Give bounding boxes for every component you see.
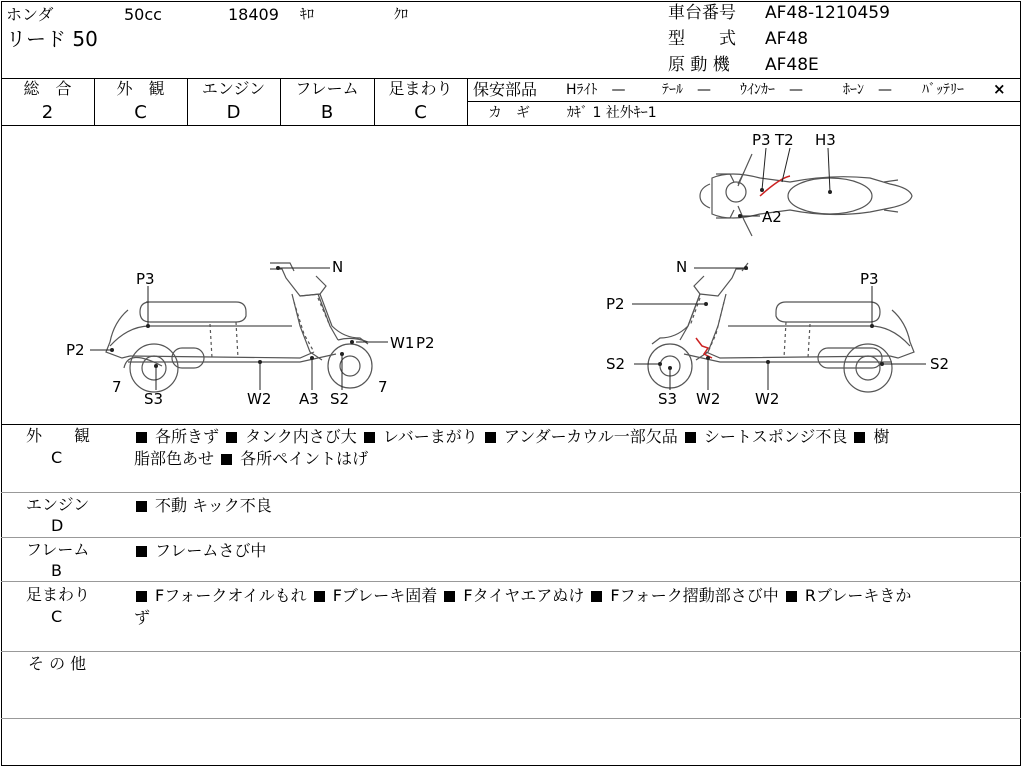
remark-item: Fブレーキ固着 <box>332 586 438 605</box>
label-left-7b: 7 <box>378 378 388 396</box>
key-label: カ ギ <box>488 105 530 121</box>
bullet-icon <box>485 432 496 443</box>
safety-mid-rule <box>468 101 1021 102</box>
bullet-icon <box>136 591 147 602</box>
label-left-p2: P2 <box>66 341 85 359</box>
remark-item: 不動 キック不良 <box>155 496 272 515</box>
remark-item: 各所ペイントはげ <box>240 449 369 468</box>
remark-item: シートスポンジ不良 <box>703 427 848 446</box>
safety-horn: ﾎｰﾝ — <box>843 82 892 98</box>
overall-grade: 2 <box>41 102 54 123</box>
engine-label: エンジン <box>201 79 266 98</box>
grade-divider <box>467 78 468 125</box>
remarks-rule <box>1 537 1021 538</box>
remark-exterior-line1 <box>134 426 889 448</box>
remark-exterior-label: 外 観 <box>26 426 91 445</box>
remark-engine-line1 <box>134 495 272 517</box>
remark-suspension-line1 <box>134 585 911 607</box>
remark-item: フレームさび中 <box>155 541 267 560</box>
label-right-s2a: S2 <box>606 355 626 373</box>
label-right-n: N <box>676 258 688 276</box>
label-left-w2: W2 <box>247 390 272 408</box>
remark-item: 各所きず <box>155 427 220 446</box>
damage-diagram <box>0 126 1022 424</box>
remark-exterior-grade: C <box>51 448 63 467</box>
exterior-grade: C <box>134 102 147 123</box>
engine-grade: D <box>226 102 241 123</box>
label-left-n: N <box>332 258 344 276</box>
engine-type-value: AF48E <box>765 55 819 75</box>
bullet-icon <box>685 432 696 443</box>
label-top-a2: A2 <box>762 208 782 226</box>
label-right-s3: S3 <box>658 390 678 408</box>
overall-label: 総 合 <box>23 79 72 98</box>
frame-label: フレーム <box>295 79 359 98</box>
label-right-p2: P2 <box>606 295 625 313</box>
engine-type-label: 原 動 機 <box>668 55 730 75</box>
remark-item: 樹 <box>873 427 890 446</box>
remarks-rule <box>1 651 1021 652</box>
mileage: 18409 <box>228 5 279 24</box>
remark-engine-label: エンジン <box>26 495 90 514</box>
remark-frame-line1 <box>134 540 266 562</box>
label-left-p3: P3 <box>136 270 155 288</box>
label-top-h3: H3 <box>815 131 836 149</box>
remarks-rule <box>1 718 1021 719</box>
label-top-p3: P3 <box>752 131 771 149</box>
label-left-s3: S3 <box>144 390 164 408</box>
remark-item: レバーまがり <box>382 427 478 446</box>
bullet-icon <box>364 432 375 443</box>
remark-suspension-line2 <box>134 607 150 629</box>
label-right-s2b: S2 <box>930 355 950 373</box>
remark-item: Rブレーキきか <box>804 586 912 605</box>
battery-mark: × <box>993 80 1006 98</box>
bullet-icon <box>786 591 797 602</box>
frame-no: AF48-1210459 <box>765 3 890 23</box>
label-right-p3: P3 <box>860 270 879 288</box>
bullet-icon <box>136 432 147 443</box>
label-right-w2b: W2 <box>755 390 780 408</box>
remark-other-label: そ の 他 <box>28 654 87 673</box>
label-left-s2: S2 <box>330 390 350 408</box>
bullet-icon <box>226 432 237 443</box>
safety-headlight: Hﾗｲﾄ — <box>566 82 626 98</box>
label-left-p2b: P2 <box>416 334 435 352</box>
label-top-t2: T2 <box>775 131 794 149</box>
mileage-unit: ｷﾛ <box>300 7 314 23</box>
label-left-w1: W1 <box>390 334 415 352</box>
maker: ホンダ <box>6 5 54 24</box>
suspension-label: 足まわり <box>388 79 453 98</box>
safety-label: 保安部品 <box>473 80 538 99</box>
exterior-label: 外 観 <box>116 79 165 98</box>
remark-item: Fタイヤエアぬけ <box>463 586 585 605</box>
safety-battery: ﾊﾞｯﾃﾘｰ <box>922 82 964 98</box>
remark-suspension-grade: C <box>51 607 63 626</box>
bullet-icon <box>221 454 232 465</box>
type-label: 型 式 <box>668 29 736 49</box>
color: ｸﾛ <box>394 7 408 23</box>
label-right-w2a: W2 <box>696 390 721 408</box>
bullet-icon <box>314 591 325 602</box>
safety-taillight: ﾃｰﾙ — <box>662 82 711 98</box>
frame-grade: B <box>320 102 334 123</box>
label-left-a3: A3 <box>299 390 319 408</box>
remark-frame-grade: B <box>51 561 62 580</box>
remark-engine-grade: D <box>51 516 64 535</box>
model-name: リード 50 <box>6 27 98 51</box>
remark-item: 脂部色あせ <box>134 449 215 468</box>
suspension-grade: C <box>414 102 427 123</box>
remark-item: アンダーカウル一部欠品 <box>503 427 678 446</box>
remarks-top-rule <box>1 424 1021 425</box>
type-value: AF48 <box>765 29 809 49</box>
remark-item: Fフォークオイルもれ <box>155 586 307 605</box>
bullet-icon <box>136 546 147 557</box>
remark-suspension-label: 足まわり <box>26 585 91 604</box>
leader-lines <box>90 148 926 390</box>
remarks-rule <box>1 581 1021 582</box>
remark-exterior-line2 <box>134 448 368 470</box>
remark-frame-label: フレーム <box>26 540 90 559</box>
bullet-icon <box>591 591 602 602</box>
safety-winker: ｳｲﾝｶｰ — <box>740 82 803 98</box>
bullet-icon <box>136 501 147 512</box>
displacement: 50cc <box>124 5 162 24</box>
label-left-7a: 7 <box>112 378 122 396</box>
remark-item: Fフォーク摺動部さび中 <box>610 586 779 605</box>
remark-item: タンク内さび大 <box>245 427 357 446</box>
bullet-icon <box>854 432 865 443</box>
key-value: ｶｷﾞ 1 社外ｷｰ1 <box>567 105 657 121</box>
bullet-icon <box>444 591 455 602</box>
top-view-scooter <box>700 154 912 236</box>
remarks-rule <box>1 492 1021 493</box>
frame-no-label: 車台番号 <box>668 3 736 23</box>
remark-item: ず <box>134 608 151 627</box>
